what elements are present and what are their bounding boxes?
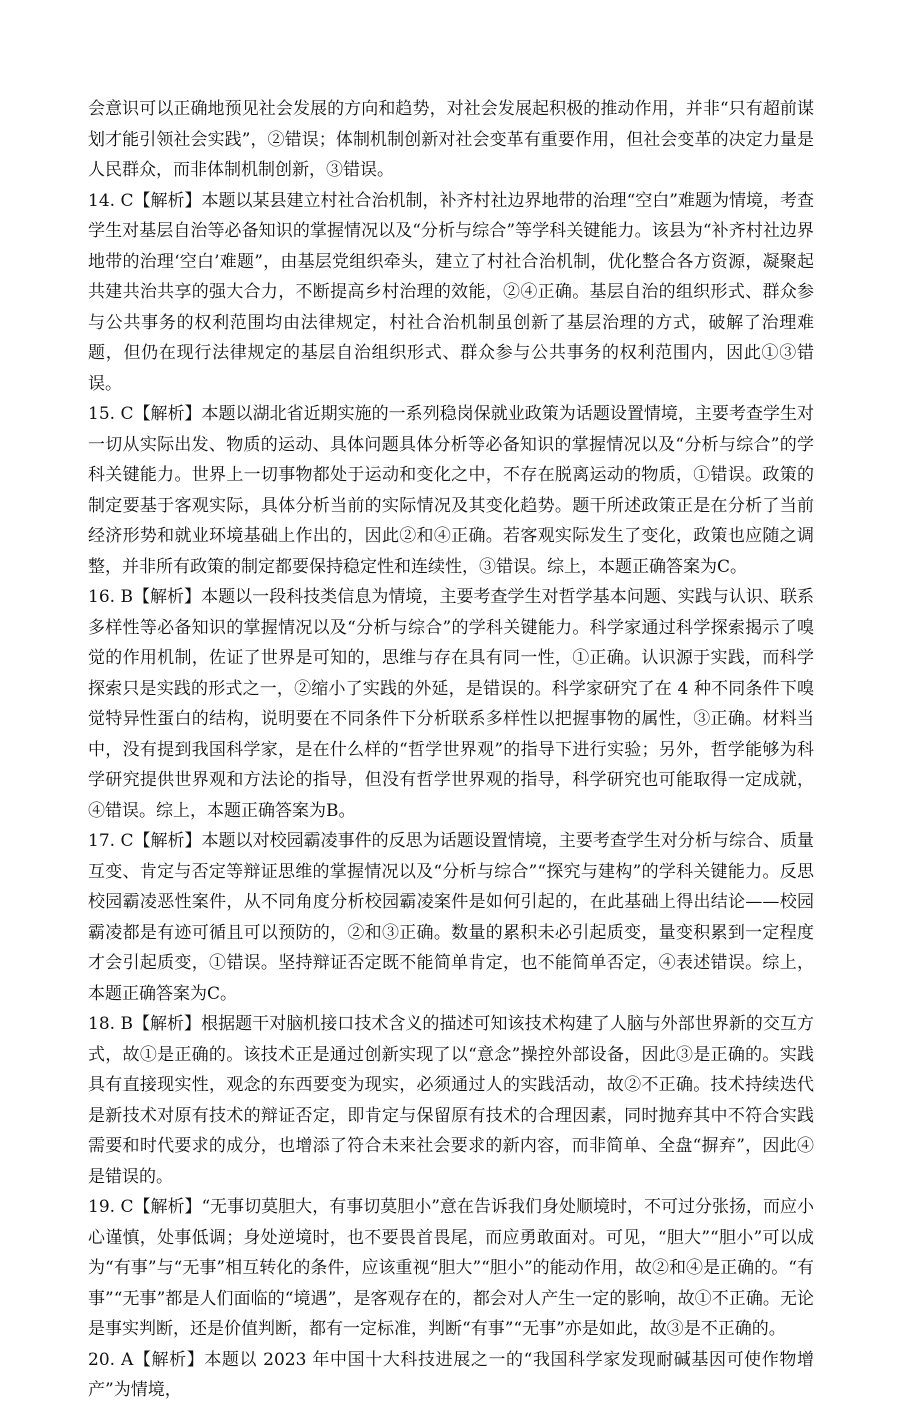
- answer-explanation-17: 17. C【解析】本题以对校园霸凌事件的反思为话题设置情境，主要考查学生对分析与综合、质量互变、肯定与否定等辩证思维的掌握情况以及“分析与综合”“探究与建构”的学科关键能力。反思校园霸凌恶性案件，从不同角度分析校园霸凌案件是如何引起的，在此基础上得出结论——校园霸凌都是有迹可循且可以预防的，②和③正确。数量的累积未必引起质变，量变积累到一定程度才会引起质变，①错误。坚持辩证否定既不能简单肯定，也不能简单否定，④表述错误。综上，本题正确答案为C。: [88, 831, 814, 1004]
- answer-explanation-18: 18. B【解析】根据题干对脑机接口技术含义的描述可知该技术构建了人脑与外部世界新的交互方式，故①是正确的。该技术正是通过创新实现了以“意念”操控外部设备，因此③是正确的。实践具有直接现实性，观念的东西要变为现实，必须通过人的实践活动，故②不正确。技术持续迭代是新技术对原有技术的辩证否定，即肯定与保留原有技术的合理因素，同时抛弃其中不符合实践需要和时代要求的成分，也增添了符合未来社会要求的新内容，而非简单、全盘“摒弃”，因此④是错误的。: [88, 1014, 814, 1187]
- answer-explanation-20: 20. A【解析】本题以 2023 年中国十大科技进展之一的“我国科学家发现耐碱基因可使作物增产”为情境，: [88, 1349, 814, 1400]
- answer-explanation-16: 16. B【解析】本题以一段科技类信息为情境，主要考查学生对哲学基本问题、实践与认识、联系多样性等必备知识的掌握情况以及“分析与综合”的学科关键能力。科学家通过科学探索揭示了嗅觉的作用机制，佐证了世界是可知的，思维与存在具有同一性，①正确。认识源于实践，而科学探索只是实践的形式之一，②缩小了实践的外延，是错误的。科学家研究了在 4 种不同条件下嗅觉特异性蛋白的结构，说明要在不同条件下分析联系多样性以把握事物的属性，③正确。材料当中，没有提到我国科学家，是在什么样的“哲学世界观”的指导下进行实验；另外，哲学能够为科学研究提供世界观和方法论的指导，但没有哲学世界观的指导，科学研究也可能取得一定成就，④错误。综上，本题正确答案为B。: [88, 587, 814, 821]
- answer-explanation-15: 15. C【解析】本题以湖北省近期实施的一系列稳岗保就业政策为话题设置情境，主要考查学生对一切从实际出发、物质的运动、具体问题具体分析等必备知识的掌握情况以及“分析与综合”的学科关键能力。世界上一切事物都处于运动和变化之中，不存在脱离运动的物质，①错误。政策的制定要基于客观实际，具体分析当前的实际情况及其变化趋势。题干所述政策正是在分析了当前经济形势和就业环境基础上作出的，因此②和④正确。若客观实际发生了变化，政策也应随之调整，并非所有政策的制定都要保持稳定性和连续性，③错误。综上，本题正确答案为C。: [88, 404, 814, 577]
- answer-explanation-14: 14. C【解析】本题以某县建立村社合治机制，补齐村社边界地带的治理“空白”难题为情境，考查学生对基层自治等必备知识的掌握情况以及“分析与综合”等学科关键能力。该县为“补齐村社边界地带的治理‘空白’难题”，由基层党组织牵头，建立了村社合治机制，优化整合各方资源，凝聚起共建共治共享的强大合力，不断提高乡村治理的效能，②④正确。基层自治的组织形式、群众参与公共事务的权利范围均由法律规定，村社合治机制虽创新了基层治理的方式，破解了治理难题，但仍在现行法律规定的基层自治组织形式、群众参与公共事务的权利范围内，因此①③错误。: [88, 190, 814, 394]
- answer-explanation-19: 19. C【解析】“无事切莫胆大，有事切莫胆小”意在告诉我们身处顺境时，不可过分张扬，而应小心谨慎，处事低调；身处逆境时，也不要畏首畏尾，而应勇敢面对。可见，“胆大”“胆小”可以成为“有事”与“无事”相互转化的条件，应该重视“胆大”“胆小”的能动作用，故②和④是正确的。“有事”“无事”都是人们面临的“境遇”，是客观存在的，都会对人产生一定的影响，故①不正确。无论是事实判断，还是价值判断，都有一定标准，判断“有事”“无事”亦是如此，故③是不正确的。: [88, 1197, 814, 1339]
- paragraph-continuation: 会意识可以正确地预见社会发展的方向和趋势，对社会发展起积极的推动作用，并非“只有超前谋划才能引领社会实践”，②错误；体制机制创新对社会变革有重要作用，但社会变革的决定力量是人民群众，而非体制机制创新，③错误。: [88, 99, 814, 180]
